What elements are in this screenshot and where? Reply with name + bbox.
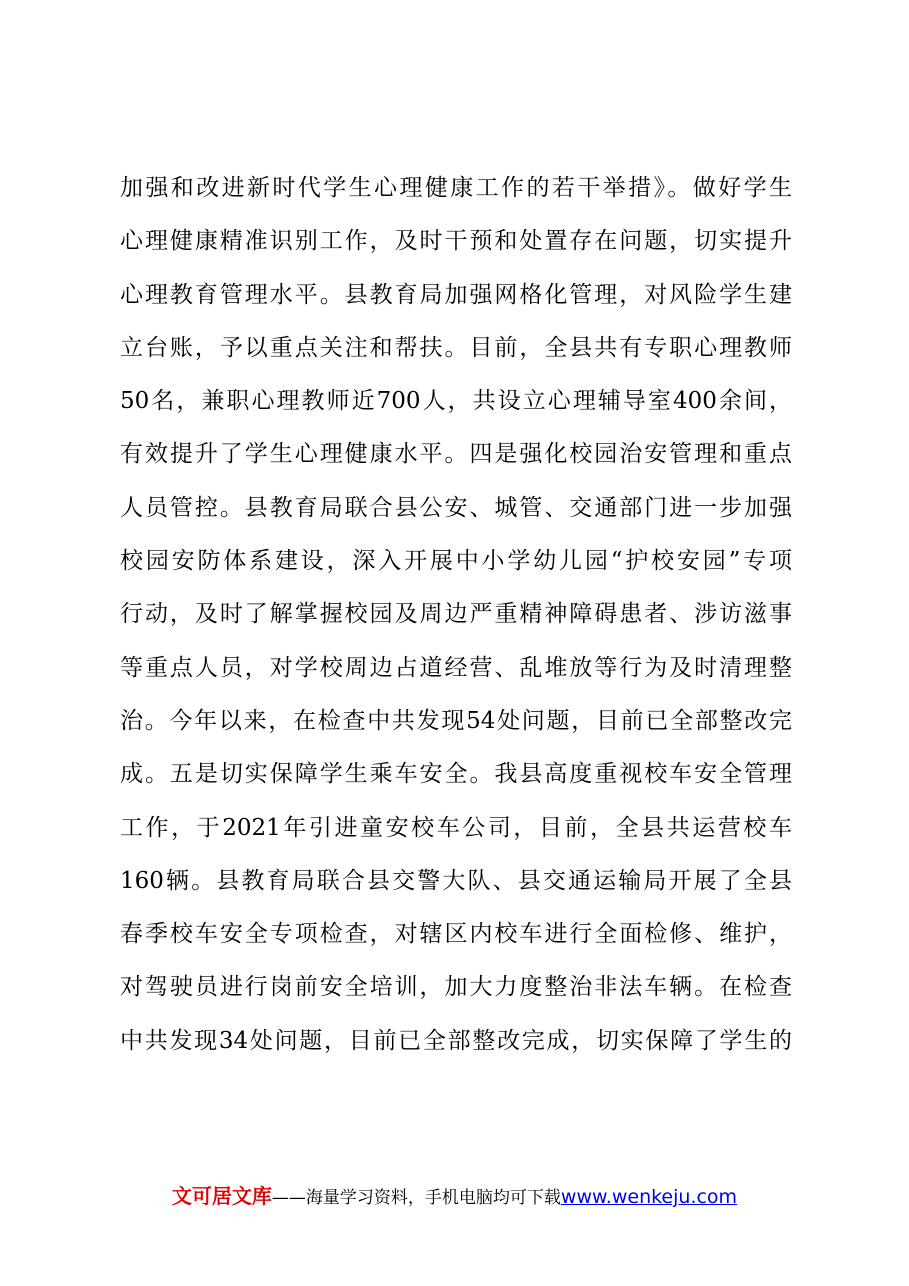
text-line-13: 工作，于2021年引进童安校车公司，目前，全县共运营校车 (120, 814, 792, 841)
page-footer (0, 1184, 909, 1210)
text-line-8: 校园安防体系建设，深入开展中小学幼儿园“护校安园”专项 (120, 548, 792, 575)
text-line-17: 中共发现34处问题，目前已全部整改完成，切实保障了学生的 (120, 1027, 792, 1054)
text-line-7: 人员管控。县教育局联合县公安、城管、交通部门进一步加强 (120, 494, 792, 521)
text-line-11: 治。今年以来，在检查中共发现54处问题，目前已全部整改完 (120, 707, 792, 734)
text-line-4: 立台账，予以重点关注和帮扶。目前，全县共有专职心理教师 (120, 334, 792, 361)
text-line-2: 心理健康精准识别工作，及时干预和处置存在问题，切实提升 (120, 228, 792, 255)
body-text (120, 162, 800, 1068)
text-line-12: 成。五是切实保障学生乘车安全。我县高度重视校车安全管理 (120, 761, 792, 788)
text-line-3: 心理教育管理水平。县教育局加强网格化管理，对风险学生建 (120, 281, 792, 308)
text-line-5: 50名，兼职心理教师近700人，共设立心理辅导室400余间， (120, 388, 792, 415)
footer-slogan: ——海量学习资料，手机电脑均可下载 (271, 1188, 561, 1208)
text-line-16: 对驾驶员进行岗前安全培训，加大力度整治非法车辆。在检查 (120, 974, 792, 1001)
text-line-15: 春季校车安全专项检查，对辖区内校车进行全面检修、维护， (120, 921, 792, 948)
text-line-9: 行动，及时了解掌握校园及周边严重精神障碍患者、涉访滋事 (120, 601, 792, 628)
text-line-10: 等重点人员，对学校周边占道经营、乱堆放等行为及时清理整 (120, 654, 792, 681)
text-line-6: 有效提升了学生心理健康水平。四是强化校园治安管理和重点 (120, 441, 792, 468)
footer-site-link[interactable]: www.wenkeju.com (560, 1186, 738, 1208)
footer-brand: 文可居文库 (171, 1184, 272, 1208)
text-line-14: 160辆。县教育局联合县交警大队、县交通运输局开展了全县 (120, 867, 792, 894)
text-line-1: 加强和改进新时代学生心理健康工作的若干举措》。做好学生 (120, 175, 792, 201)
